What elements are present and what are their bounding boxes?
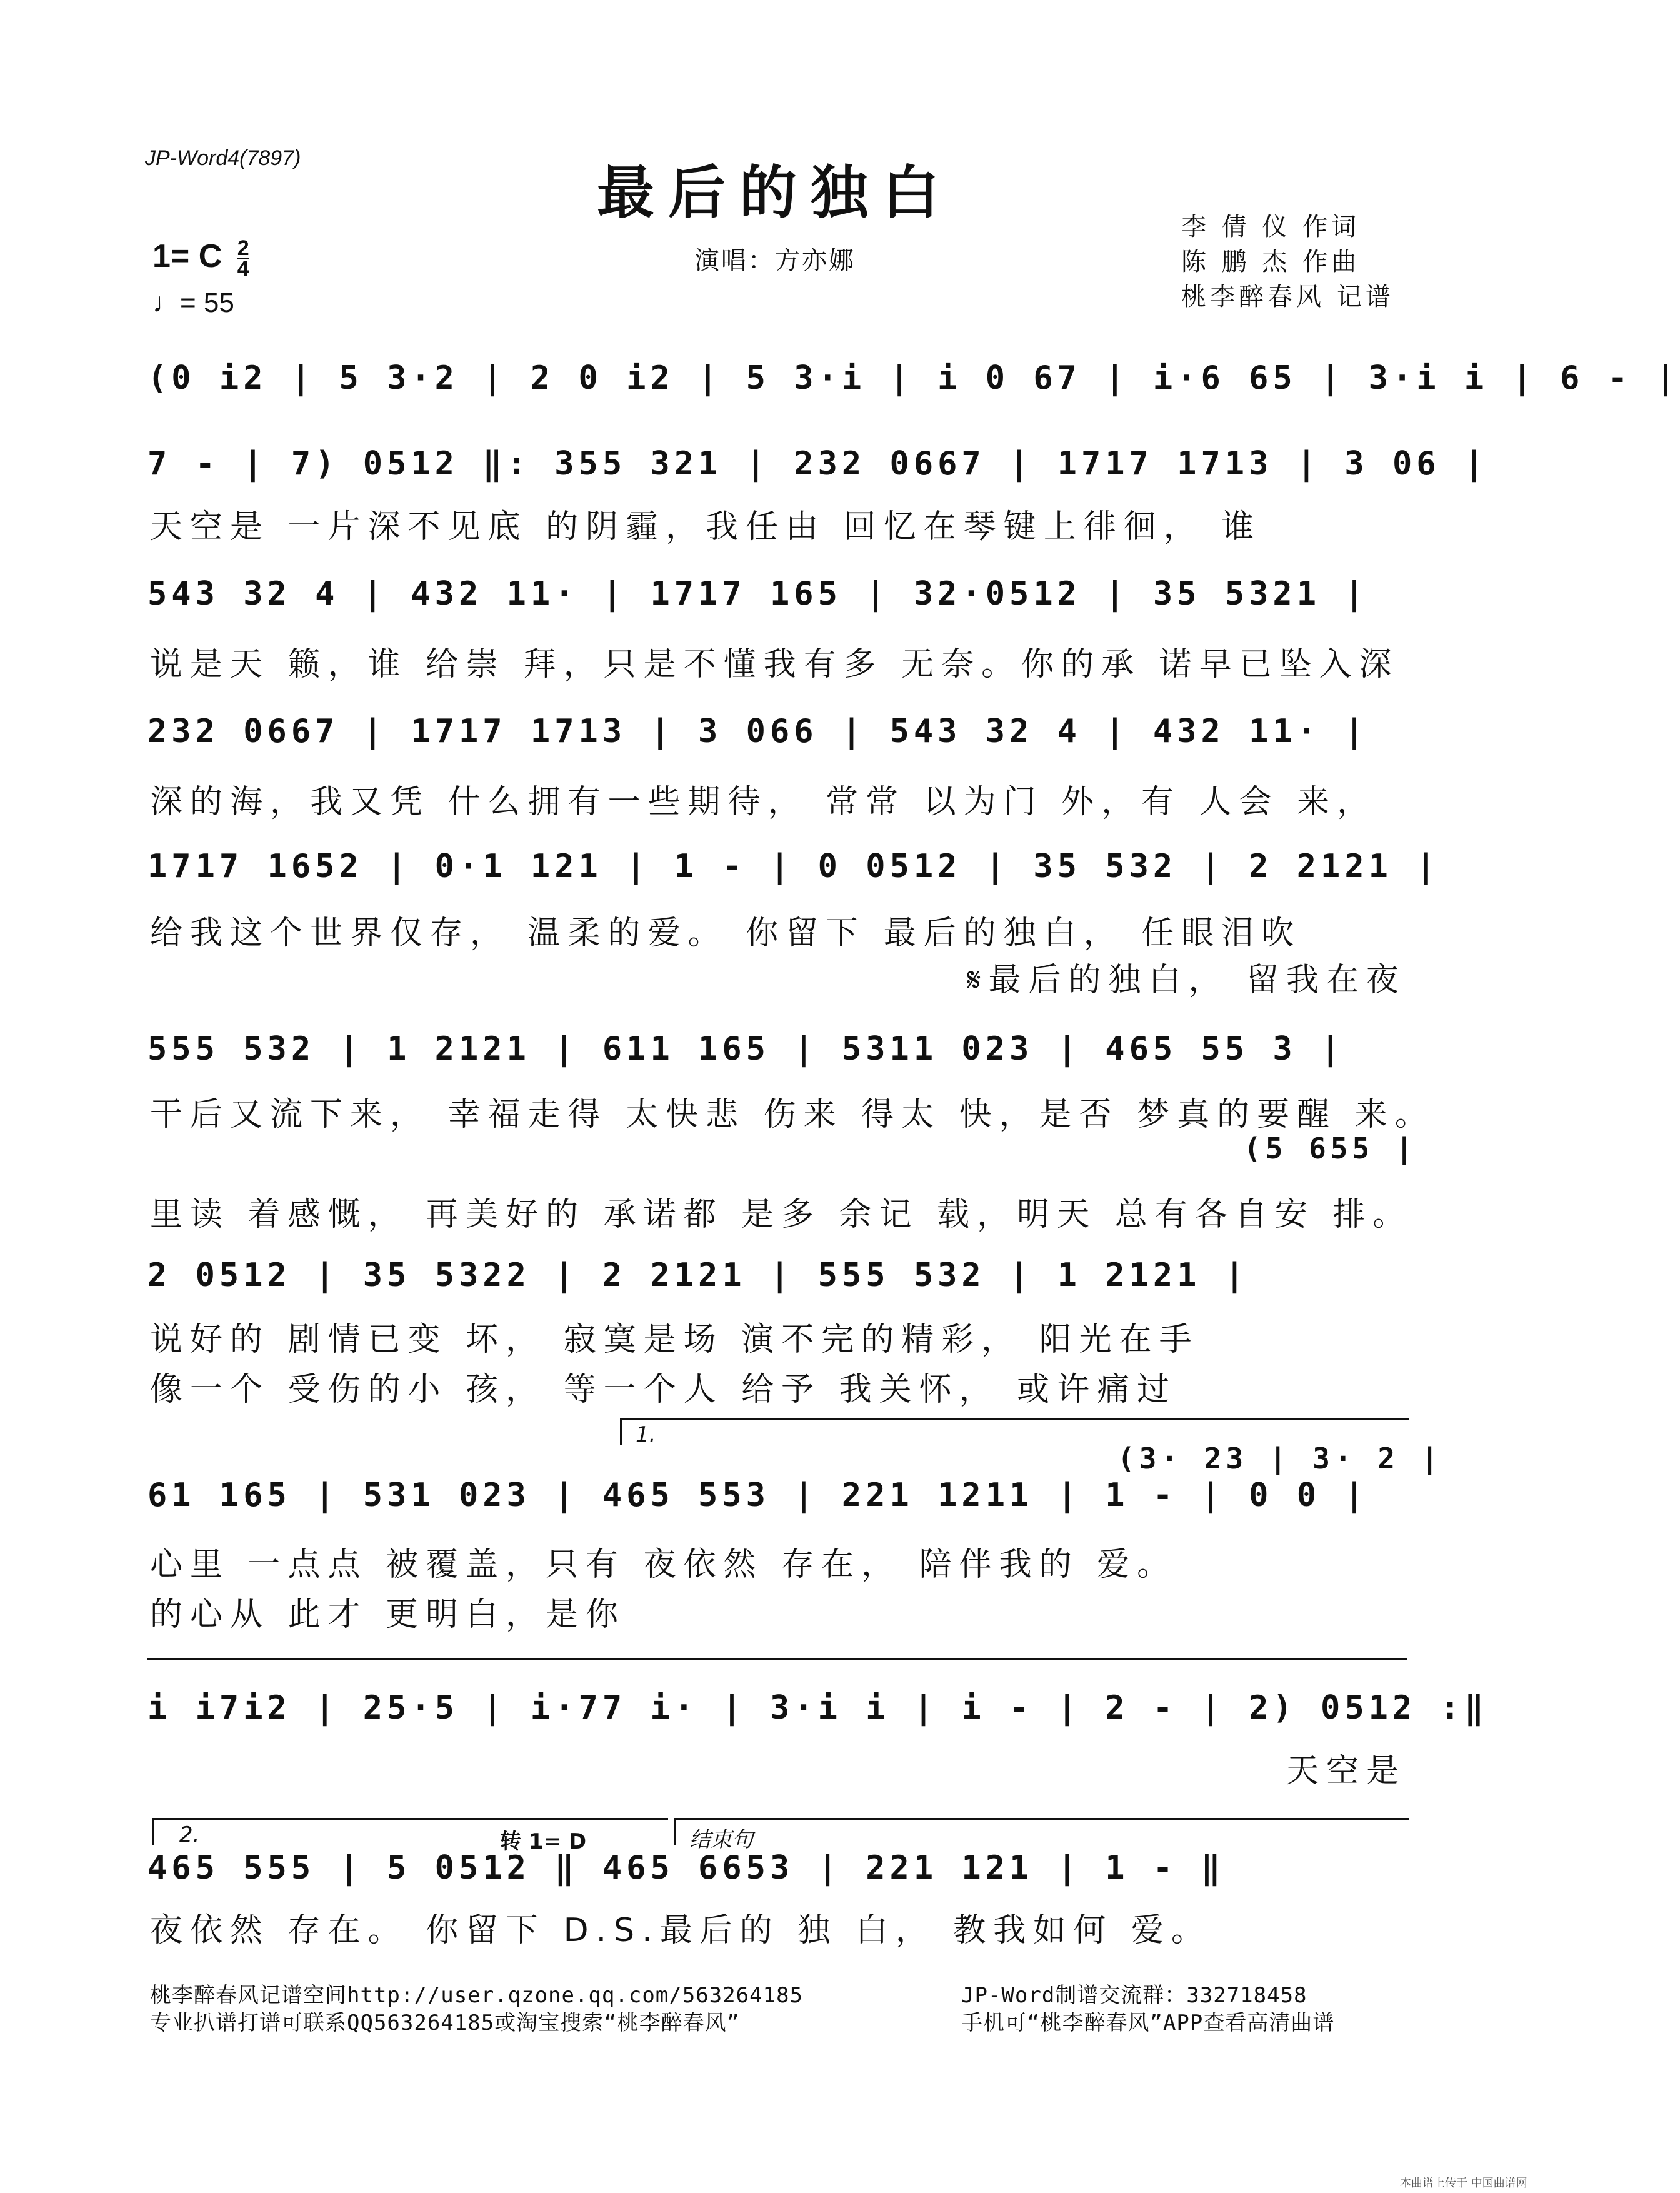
lyric-line-5: 干后又流下来， 幸福走得 太快悲 伤来 得太 快，是否 梦真的要醒 来。: [150, 1096, 1435, 1133]
transcriber-credit: 桃李醉春风 记谱: [1181, 283, 1394, 311]
time-signature-bottom: 4: [237, 256, 249, 281]
volta-bracket-1: [620, 1418, 1409, 1445]
lyric-line-7: 心里 一点点 被覆盖，只有 夜依然 存在， 陪伴我的 爱。: [150, 1546, 1178, 1583]
composer-credit: 陈 鹏 杰 作曲: [1181, 248, 1361, 276]
row-9-top-line: [148, 1658, 1408, 1660]
lyricist-credit: 李 倩 仪 作词: [1181, 213, 1361, 241]
footer-website: 桃李醉春风记谱空间http://user.qzone.qq.com/563264185: [150, 1983, 803, 2008]
singer-credit: 演唱：方亦娜: [694, 246, 856, 275]
footer-app: 手机可“桃李醉春风”APP查看高清曲谱: [961, 2010, 1335, 2035]
lyric-line-9: 夜依然 存在。 你留下 D.S.最后的 独 白， 教我如何 爱。: [150, 1912, 1211, 1949]
program-label: JP-Word4(7897): [145, 146, 301, 170]
lyric-line-5-verse2: 里读 着感慨， 再美好的 承诺都 是多 余记 载，明天 总有各自安 排。: [150, 1196, 1413, 1233]
tempo-marking: ♩= 55: [152, 288, 234, 318]
song-title: 最后的独白: [596, 159, 953, 226]
lyric-line-4-repeat: 𝄋最后的独白， 留我在夜: [967, 961, 1406, 999]
time-signature-top: 2: [237, 236, 249, 260]
footer-group: JP-Word制谱交流群：332718458: [961, 1983, 1308, 2008]
key-signature: [152, 236, 249, 281]
notation-row-5: 1717 1652 | 0·1 121 | 1 - | 0 0512 | 35 532 | 2 2121 |: [148, 848, 1441, 885]
author-credits: [1181, 209, 1394, 314]
notation-row-4: 232 0667 | 1717 1713 | 3 066 | 543 32 4 | 432 11· |: [148, 713, 1369, 750]
notation-row-2: 7 - | 7) 0512 ‖: 355 321 | 232 0667 | 1717 1713 | 3 06 |: [148, 445, 1489, 483]
volta-1-label: 1.: [636, 1422, 656, 1447]
time-signature: [237, 236, 249, 281]
ending-bracket: [674, 1818, 1409, 1852]
lyric-line-7-verse2: 的心从 此才 更明白，是你: [150, 1596, 626, 1633]
footer-contact: 专业扒谱打谱可联系QQ563264185或淘宝搜索“桃李醉春风”: [150, 2010, 741, 2035]
lyric-line-6-verse2: 像一个 受伤的小 孩， 等一个人 给予 我关怀， 或许痛过: [150, 1371, 1178, 1408]
lyric-line-1: 天空是 一片深不见底 的阴霾，我任由 回忆在琴键上徘徊， 谁: [150, 508, 1262, 546]
lyric-line-8: 天空是: [1286, 1752, 1406, 1790]
upload-stamp: 本曲谱上传于 中国曲谱网: [1400, 2177, 1528, 2190]
volta-1-notes: (3· 23 | 3· 2 |: [1118, 1442, 1443, 1475]
notation-row-10: 465 555 | 5 0512 ‖ 465 6653 | 221 121 | 1 - ‖: [148, 1849, 1225, 1887]
notation-row-3: 543 32 4 | 432 11· | 1717 165 | 32·0512 | 35 5321 |: [148, 575, 1369, 613]
notation-row-7: 2 0512 | 35 5322 | 2 2121 | 555 532 | 1 2121 |: [148, 1257, 1249, 1294]
footer-right: [961, 1982, 1334, 2037]
key-change-label: 转 1= D: [500, 1829, 587, 1854]
volta-2-label: 2.: [179, 1822, 200, 1847]
notation-row-9: i i7i2 | 25·5 | i·77 i· | 3·i i | i - | 2 - | 2) 0512 :‖: [148, 1689, 1489, 1727]
lyric-line-4: 给我这个世界仅存， 温柔的爱。 你留下 最后的独白， 任眼泪吹: [150, 915, 1302, 952]
ending-label: 结束句: [689, 1827, 753, 1852]
lyric-line-2: 说是天 籁，谁 给崇 拜，只是不懂我有多 无奈。你的承 诺早已坠入深: [150, 646, 1399, 683]
lyric-line-3: 深的海，我又凭 什么拥有一些期待， 常常 以为门 外，有 人会 来，: [150, 783, 1378, 821]
notation-row-6: 555 532 | 1 2121 | 611 165 | 5311 023 | 465 55 3 |: [148, 1030, 1345, 1068]
pickup-notes: (5 655 |: [1244, 1132, 1418, 1165]
footer-left: [150, 1982, 803, 2037]
notation-row-8: 61 165 | 531 023 | 465 553 | 221 1211 | 1 - | 0 0 |: [148, 1477, 1369, 1514]
key-label: 1= C: [152, 238, 222, 274]
notation-row-1: (0 i2 | 5 3·2 | 2 0 i2 | 5 3·i | i 0 67 | i·6 65 | 3·i i | 6 - |: [148, 359, 1680, 397]
lyric-line-6: 说好的 剧情已变 坏， 寂寞是场 演不完的精彩， 阳光在手: [150, 1321, 1199, 1358]
volta-bracket-2: [152, 1818, 668, 1845]
